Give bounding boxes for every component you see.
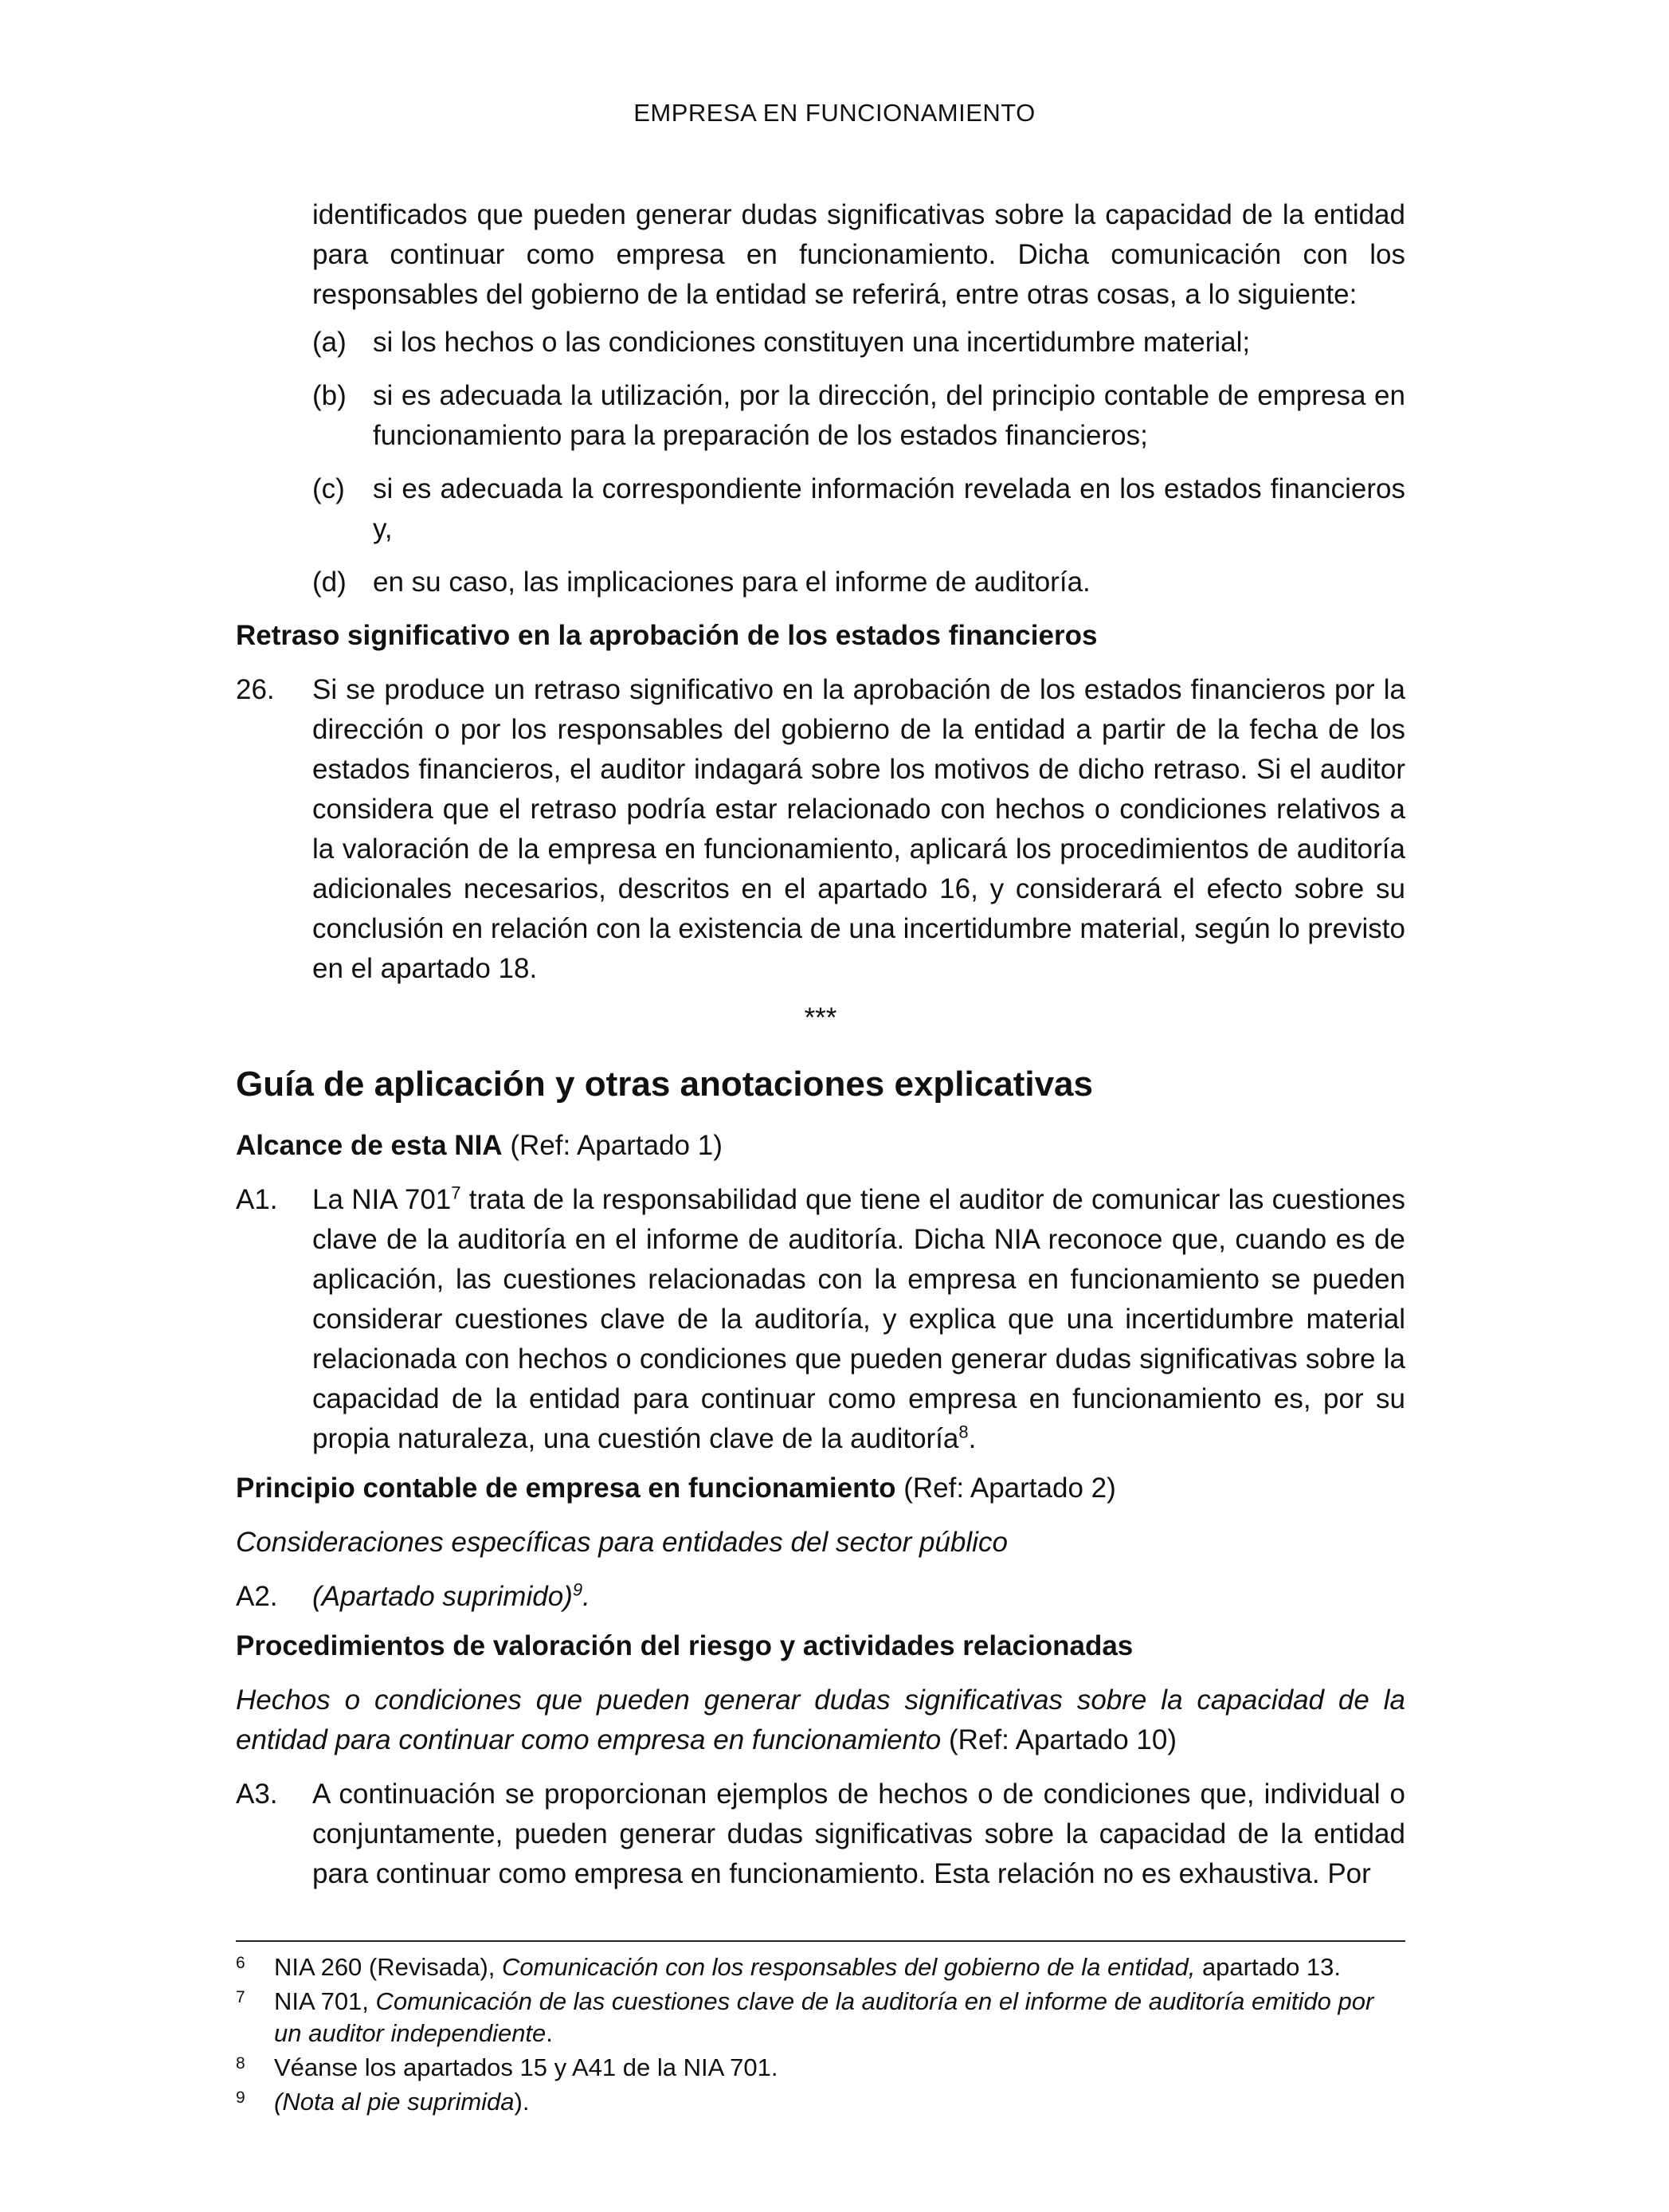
list-item xyxy=(312,376,1405,456)
subheading-hechos xyxy=(236,1681,1405,1760)
text-segment: Véanse los apartados 15 y A41 de la NIA 701. xyxy=(274,2053,778,2081)
section-heading-procedimientos: Procedimientos de valoración del riesgo y actividades relacionadas xyxy=(236,1630,1134,1661)
footnote-ref: 8 xyxy=(958,1422,969,1442)
footnote-number: 9 xyxy=(236,2088,245,2107)
page-header: EMPRESA EN FUNCIONAMIENTO xyxy=(633,99,1036,127)
text-segment: La NIA 701 xyxy=(312,1184,452,1215)
footnote-text xyxy=(274,2086,1405,2118)
footnote-number: 6 xyxy=(236,1954,245,1972)
section-heading-principio xyxy=(236,1469,1405,1508)
text-segment: . xyxy=(968,1423,977,1454)
text-segment: ). xyxy=(514,2088,530,2116)
text-segment: trata de la responsabilidad que tiene el auditor de comunicar las cuestiones clave de la auditoría en el informe de auditoría. Dicha NIA reconoce que, cuando es de aplicación, las cuestiones relacionadas con la empresa en funcionamiento se pueden considerar cuestiones clave de la auditoría, y explica que una incertidumbre material relacionada con hechos o condiciones que pueden generar dudas significativas sobre la capacidad de la entidad para continuar como empresa en funcionamiento es, por su propia naturaleza, una cuestión clave de la auditoría xyxy=(312,1184,1405,1454)
footnote-number: 8 xyxy=(236,2054,245,2073)
heading-bold: Alcance de esta NIA xyxy=(236,1130,503,1161)
paragraph-a3 xyxy=(236,1775,1405,1894)
paragraph-number: A2. xyxy=(236,1581,278,1612)
text-segment: (Apartado suprimido) xyxy=(312,1581,573,1612)
footnote-number: 7 xyxy=(236,1988,245,2006)
text-segment: NIA 260 (Revisada), xyxy=(274,1953,503,1981)
text-segment: NIA 701, xyxy=(274,1987,376,2015)
footnote xyxy=(236,1951,1405,1983)
paragraph-number: A1. xyxy=(236,1184,278,1215)
separator: *** xyxy=(804,1002,837,1033)
footnotes xyxy=(236,1940,1405,2120)
text-segment: Comunicación con los responsables del gobierno de la entidad, xyxy=(502,1953,1196,1981)
list-item xyxy=(312,469,1405,549)
paragraph-text: A continuación se proporcionan ejemplos de hechos o de condiciones que, individual o conjuntamente, pueden generar dudas significativas sobre la capacidad de la entidad para continuar como empresa en funcionamiento. Esta relación no es exhaustiva. Por xyxy=(312,1779,1405,1889)
paragraph-number: A3. xyxy=(236,1779,278,1810)
heading-ref: (Ref: Apartado 2) xyxy=(903,1473,1116,1504)
list-item-label: (b) xyxy=(312,380,347,411)
text-segment: (Nota al pie suprimida xyxy=(274,2088,515,2116)
section-heading-alcance xyxy=(236,1126,1405,1166)
subheading-sector-publico: Consideraciones específicas para entidades del sector público xyxy=(236,1527,1008,1558)
footnote-text xyxy=(274,1951,1405,1983)
document-body xyxy=(236,195,1405,1904)
paragraph-26 xyxy=(236,670,1405,989)
list-item-text: si es adecuada la utilización, por la dirección, del principio contable de empresa en funcionamiento para la preparación de los estados financieros; xyxy=(373,380,1405,451)
list-item-text: si los hechos o las condiciones constituyen una incertidumbre material; xyxy=(373,327,1251,358)
footnote-ref: 9 xyxy=(572,1579,583,1600)
footnote-text xyxy=(274,2052,1405,2084)
list-item-label: (c) xyxy=(312,473,345,504)
heading-bold: Principio contable de empresa en funcionamiento xyxy=(236,1473,896,1504)
heading-ref: (Ref: Apartado 1) xyxy=(510,1130,723,1161)
paragraph-text xyxy=(312,1180,1405,1459)
intro-paragraph: identificados que pueden generar dudas significativas sobre la capacidad de la entidad para continuar como empresa en funcionamiento. Dicha comunicación con los responsables del gobierno de la entidad se referirá, entre otras cosas, a lo siguiente: xyxy=(312,199,1405,310)
footnote xyxy=(236,2052,1405,2084)
list-item-text: si es adecuada la correspondiente información revelada en los estados financieros y, xyxy=(373,473,1405,544)
paragraph-text: Si se produce un retraso significativo en la aprobación de los estados financieros por la dirección o por los responsables del gobierno de la entidad a partir de la fecha de los estados financieros, el auditor indagará sobre los motivos de dicho retraso. Si el auditor considera que el retraso podría estar relacionado con hechos o condiciones relativos a la valoración de la empresa en funcionamiento, aplicará los procedimientos de auditoría adicionales necesarios, descritos en el apartado 16, y considerará el efecto sobre su conclusión en relación con la existencia de una incertidumbre material, según lo previsto en el apartado 18. xyxy=(312,674,1405,984)
list-item-label: (a) xyxy=(312,327,347,358)
section-heading-retraso: Retraso significativo en la aprobación de los estados financieros xyxy=(236,620,1098,651)
text-segment: Comunicación de las cuestiones clave de la auditoría en el informe de auditoría emitido por un auditor independiente xyxy=(274,1987,1374,2047)
guide-heading: Guía de aplicación y otras anotaciones explicativas xyxy=(236,1065,1093,1104)
footnote xyxy=(236,1986,1405,2049)
paragraph-text xyxy=(312,1577,1405,1617)
list-item xyxy=(312,563,1405,602)
list-item-label: (d) xyxy=(312,567,347,598)
paragraph-a2 xyxy=(236,1577,1405,1617)
footnote-ref: 7 xyxy=(451,1182,461,1203)
footnote-text xyxy=(274,1986,1405,2049)
text-segment: . xyxy=(546,2019,553,2047)
list-item-text: en su caso, las implicaciones para el informe de auditoría. xyxy=(373,567,1091,598)
text-segment: apartado 13. xyxy=(1195,1953,1342,1981)
paragraph-a1 xyxy=(236,1180,1405,1459)
text-segment: . xyxy=(582,1581,590,1612)
list-item xyxy=(312,323,1405,363)
footnote xyxy=(236,2086,1405,2118)
subheading-italic: Hechos o condiciones que pueden generar dudas significativas sobre la capacidad de la entidad para continuar como empresa en funcionamiento xyxy=(236,1684,1405,1755)
subheading-ref: (Ref: Apartado 10) xyxy=(949,1724,1177,1755)
paragraph-number: 26. xyxy=(236,674,275,705)
